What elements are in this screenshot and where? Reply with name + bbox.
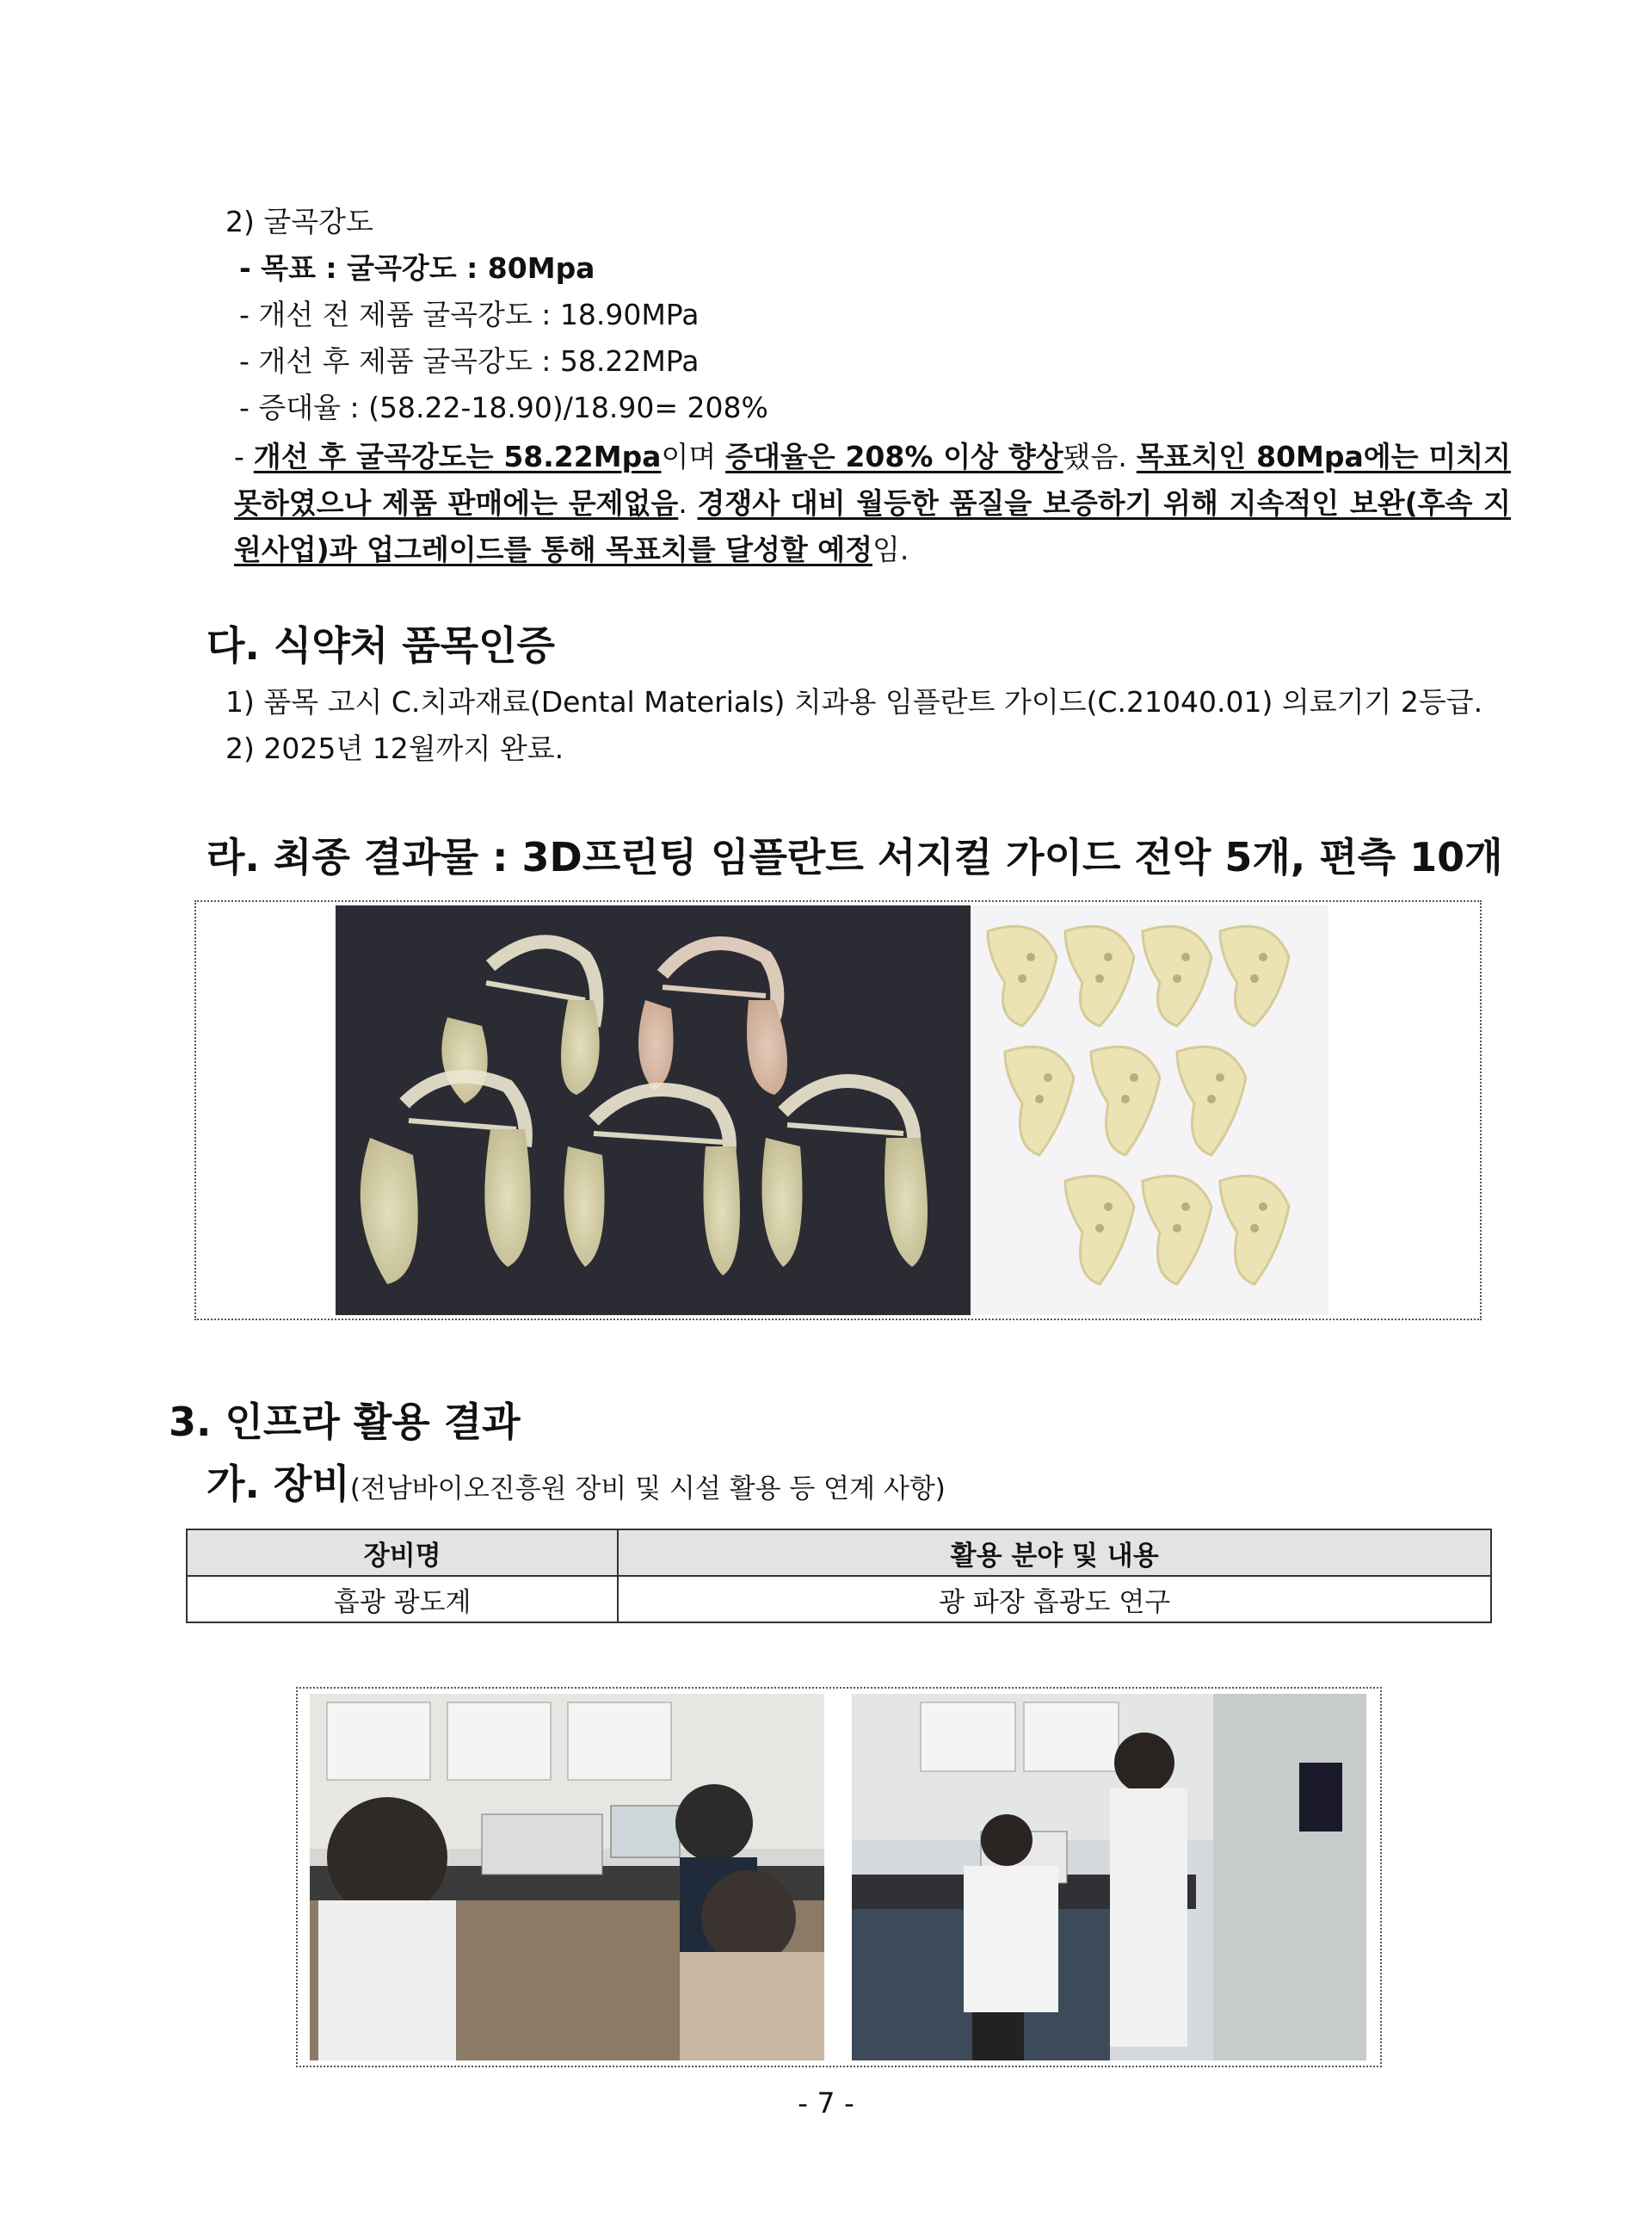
flexural-summary — [234, 434, 1511, 573]
summary-target-note: 목표치인 80Mpa에는 미치지 못하였으나 제품 판매에는 문제없음 — [234, 440, 1511, 520]
full-arch-guides-photo — [336, 905, 971, 1315]
flexural-heading: 2) 굴곡강도 — [225, 205, 373, 238]
lab-photo-right — [852, 1694, 1366, 2060]
cell-usage: 광 파장 흡광도 연구 — [618, 1576, 1491, 1622]
table-row — [187, 1576, 1491, 1622]
lab-photo-left — [310, 1694, 824, 2060]
section-da-title: 다. 식약처 품목인증 — [206, 622, 555, 669]
table-header-row — [187, 1529, 1491, 1576]
section-da-item-1: 1) 품목 고시 C.치과재료(Dental Materials) 치과용 임플란트 가이드(C.21040.01) 의료기기 2등급. — [225, 685, 1483, 719]
cell-equipment-name: 흡광 광도계 — [187, 1576, 618, 1622]
summary-dash: - — [234, 440, 254, 473]
section-3-subtitle — [206, 1460, 946, 1513]
header-equipment-name: 장비명 — [187, 1529, 618, 1576]
summary-improved-strength: 개선 후 굴곡강도는 58.22Mpa — [253, 440, 662, 473]
flexural-rate: - 증대율 : (58.22-18.90)/18.90= 208% — [239, 391, 768, 424]
unilateral-guides-photo — [971, 905, 1328, 1315]
summary-increase-rate: 증대율은 208% 이상 향상 — [725, 440, 1063, 473]
header-usage: 활용 분야 및 내용 — [618, 1529, 1491, 1576]
page-number: - 7 - — [798, 2086, 854, 2120]
flexural-after: - 개선 후 제품 굴곡강도 : 58.22MPa — [239, 344, 700, 378]
flexural-goal: - 목표 : 굴곡강도 : 80Mpa — [239, 251, 595, 285]
summary-text-4: 임. — [872, 533, 909, 566]
summary-text-3: . — [678, 486, 698, 520]
summary-text-1: 이며 — [661, 440, 726, 473]
section-3-title: 3. 인프라 활용 결과 — [169, 1399, 521, 1445]
section-3-sub-note: (전남바이오진흥원 장비 및 시설 활용 등 연계 사항) — [349, 1473, 946, 1504]
flexural-before: - 개선 전 제품 굴곡강도 : 18.90MPa — [239, 298, 700, 331]
section-3-sub-main: 가. 장비 — [206, 1461, 350, 1507]
summary-text-2: 됐음. — [1063, 440, 1137, 473]
section-ra-title: 라. 최종 결과물 : 3D프린팅 임플란트 서지컬 가이드 전악 5개, 편측 10개 — [206, 834, 1503, 880]
section-da-item-2: 2) 2025년 12월까지 완료. — [225, 732, 564, 765]
equipment-table — [186, 1529, 1492, 1623]
summary-plan: 경쟁사 대비 월등한 품질을 보증하기 위해 지속적인 보완(후속 지원사업)과 업그레이드를 통해 목표치를 달성할 예정 — [234, 486, 1512, 566]
